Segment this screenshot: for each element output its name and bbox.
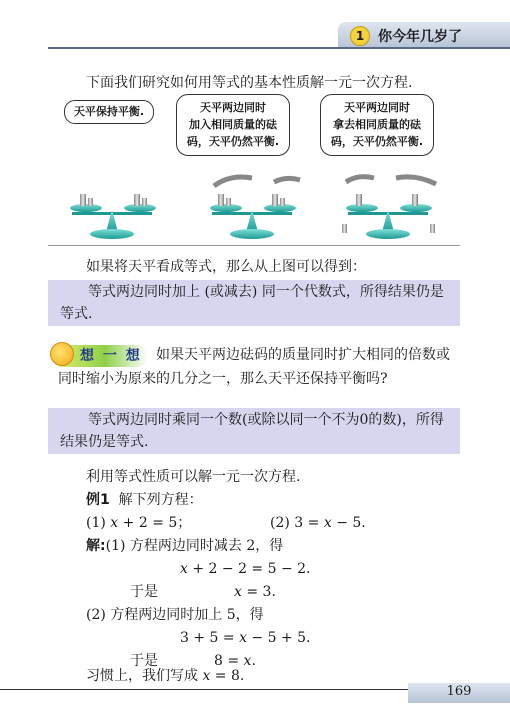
equation-rest: − 5 + 5. (246, 630, 311, 646)
example-header (86, 489, 203, 511)
bubble-line: 天平两边同时 (344, 101, 410, 114)
equation-1 (86, 512, 191, 534)
equation-number: (2) (270, 515, 290, 531)
bubble-balanced (64, 100, 154, 124)
think-line-2: 同时缩小为原来的几分之一，那么天平还保持平衡吗? (58, 371, 388, 387)
property-1-line-2: 等式. (60, 306, 93, 322)
equation-pre: 3 + 5 = (180, 630, 240, 646)
property-1-line-1: 等式两边同时加上 (或减去) 同一个代数式，所得结果仍是 (88, 284, 444, 300)
variable-x: x (110, 515, 119, 531)
solution-1-result (234, 581, 276, 603)
balance-scale-removing (342, 177, 436, 239)
equation-pre: 8 = (214, 653, 244, 669)
bubble-line: 拿去相同质量的砝 (333, 118, 421, 131)
bubble-line: 加入相同质量的砝 (189, 118, 277, 131)
variable-x: x (239, 630, 247, 646)
balance-illustrations (60, 160, 470, 245)
balance-scale-balanced (70, 194, 156, 239)
example-label: 例1 (86, 492, 110, 508)
habit-text: 习惯上，我们写成 (86, 668, 203, 684)
balance-scale-adding (210, 177, 300, 239)
use-line: 利用等式性质可以解一元一次方程. (86, 469, 301, 485)
section-divider (48, 245, 460, 246)
variable-x: x (202, 668, 211, 684)
bubble-removing (320, 94, 434, 156)
conclusion-intro: 如果将天平看成等式，那么从上图可以得到： (86, 259, 366, 275)
solution-text: (1) 方程两边同时减去 2，得 (105, 538, 284, 554)
habit-line (86, 665, 244, 687)
property-2-line-2: 结果仍是等式. (60, 434, 149, 450)
variable-x: x (243, 653, 252, 669)
example-task: 解下列方程： (118, 492, 203, 508)
equation-number: (1) (86, 515, 106, 531)
solution-label: 解: (86, 538, 106, 554)
think-label: 想 一 想 (80, 348, 142, 364)
bubble-line: 天平两边同时 (200, 101, 266, 114)
sun-icon (50, 342, 74, 366)
property-box-1 (48, 280, 460, 326)
property-box-2 (48, 408, 460, 454)
equation-rest: = 3. (241, 584, 276, 600)
variable-x: x (234, 584, 242, 600)
solution-1-equation (180, 558, 311, 580)
solution-step-2: (2) 方程两边同时加上 5，得 (86, 607, 264, 623)
equation-rest: − 5. (331, 515, 366, 531)
equation-pre: 3 = (294, 515, 324, 531)
variable-x: x (180, 561, 188, 577)
page-number: 169 (446, 684, 472, 699)
equation-rest: = 8. (210, 668, 245, 684)
bubble-line: 码，天平仍然平衡. (330, 135, 424, 148)
bubble-line: 码，天平仍然平衡. (186, 135, 280, 148)
property-2-line-1: 等式两边同时乘同一个数(或除以同一个不为0的数)，所得 (88, 412, 444, 428)
header-rule (48, 47, 510, 49)
equation-2 (270, 512, 366, 534)
equation-rest: + 2 − 2 = 5 − 2. (187, 561, 311, 577)
chapter-number-badge: 1 (350, 26, 370, 46)
equation-rest: + 2 = 5； (118, 515, 192, 531)
bubble-adding (176, 94, 290, 156)
variable-x: x (323, 515, 332, 531)
bubble-line: 天平保持平衡. (73, 105, 145, 118)
intro-text: 下面我们研究如何用等式的基本性质解一元一次方程. (86, 75, 413, 91)
solution-step-1 (86, 535, 283, 557)
solution-2-so: 于是 (130, 653, 158, 669)
equation-rest: . (251, 653, 256, 669)
footer-rule (0, 689, 408, 690)
solution-1-so: 于是 (130, 584, 158, 600)
solution-2-equation (180, 627, 311, 649)
chapter-title: 你今年几岁了 (378, 29, 462, 45)
think-line-1: 如果天平两边砝码的质量同时扩大相同的倍数或 (156, 347, 450, 363)
